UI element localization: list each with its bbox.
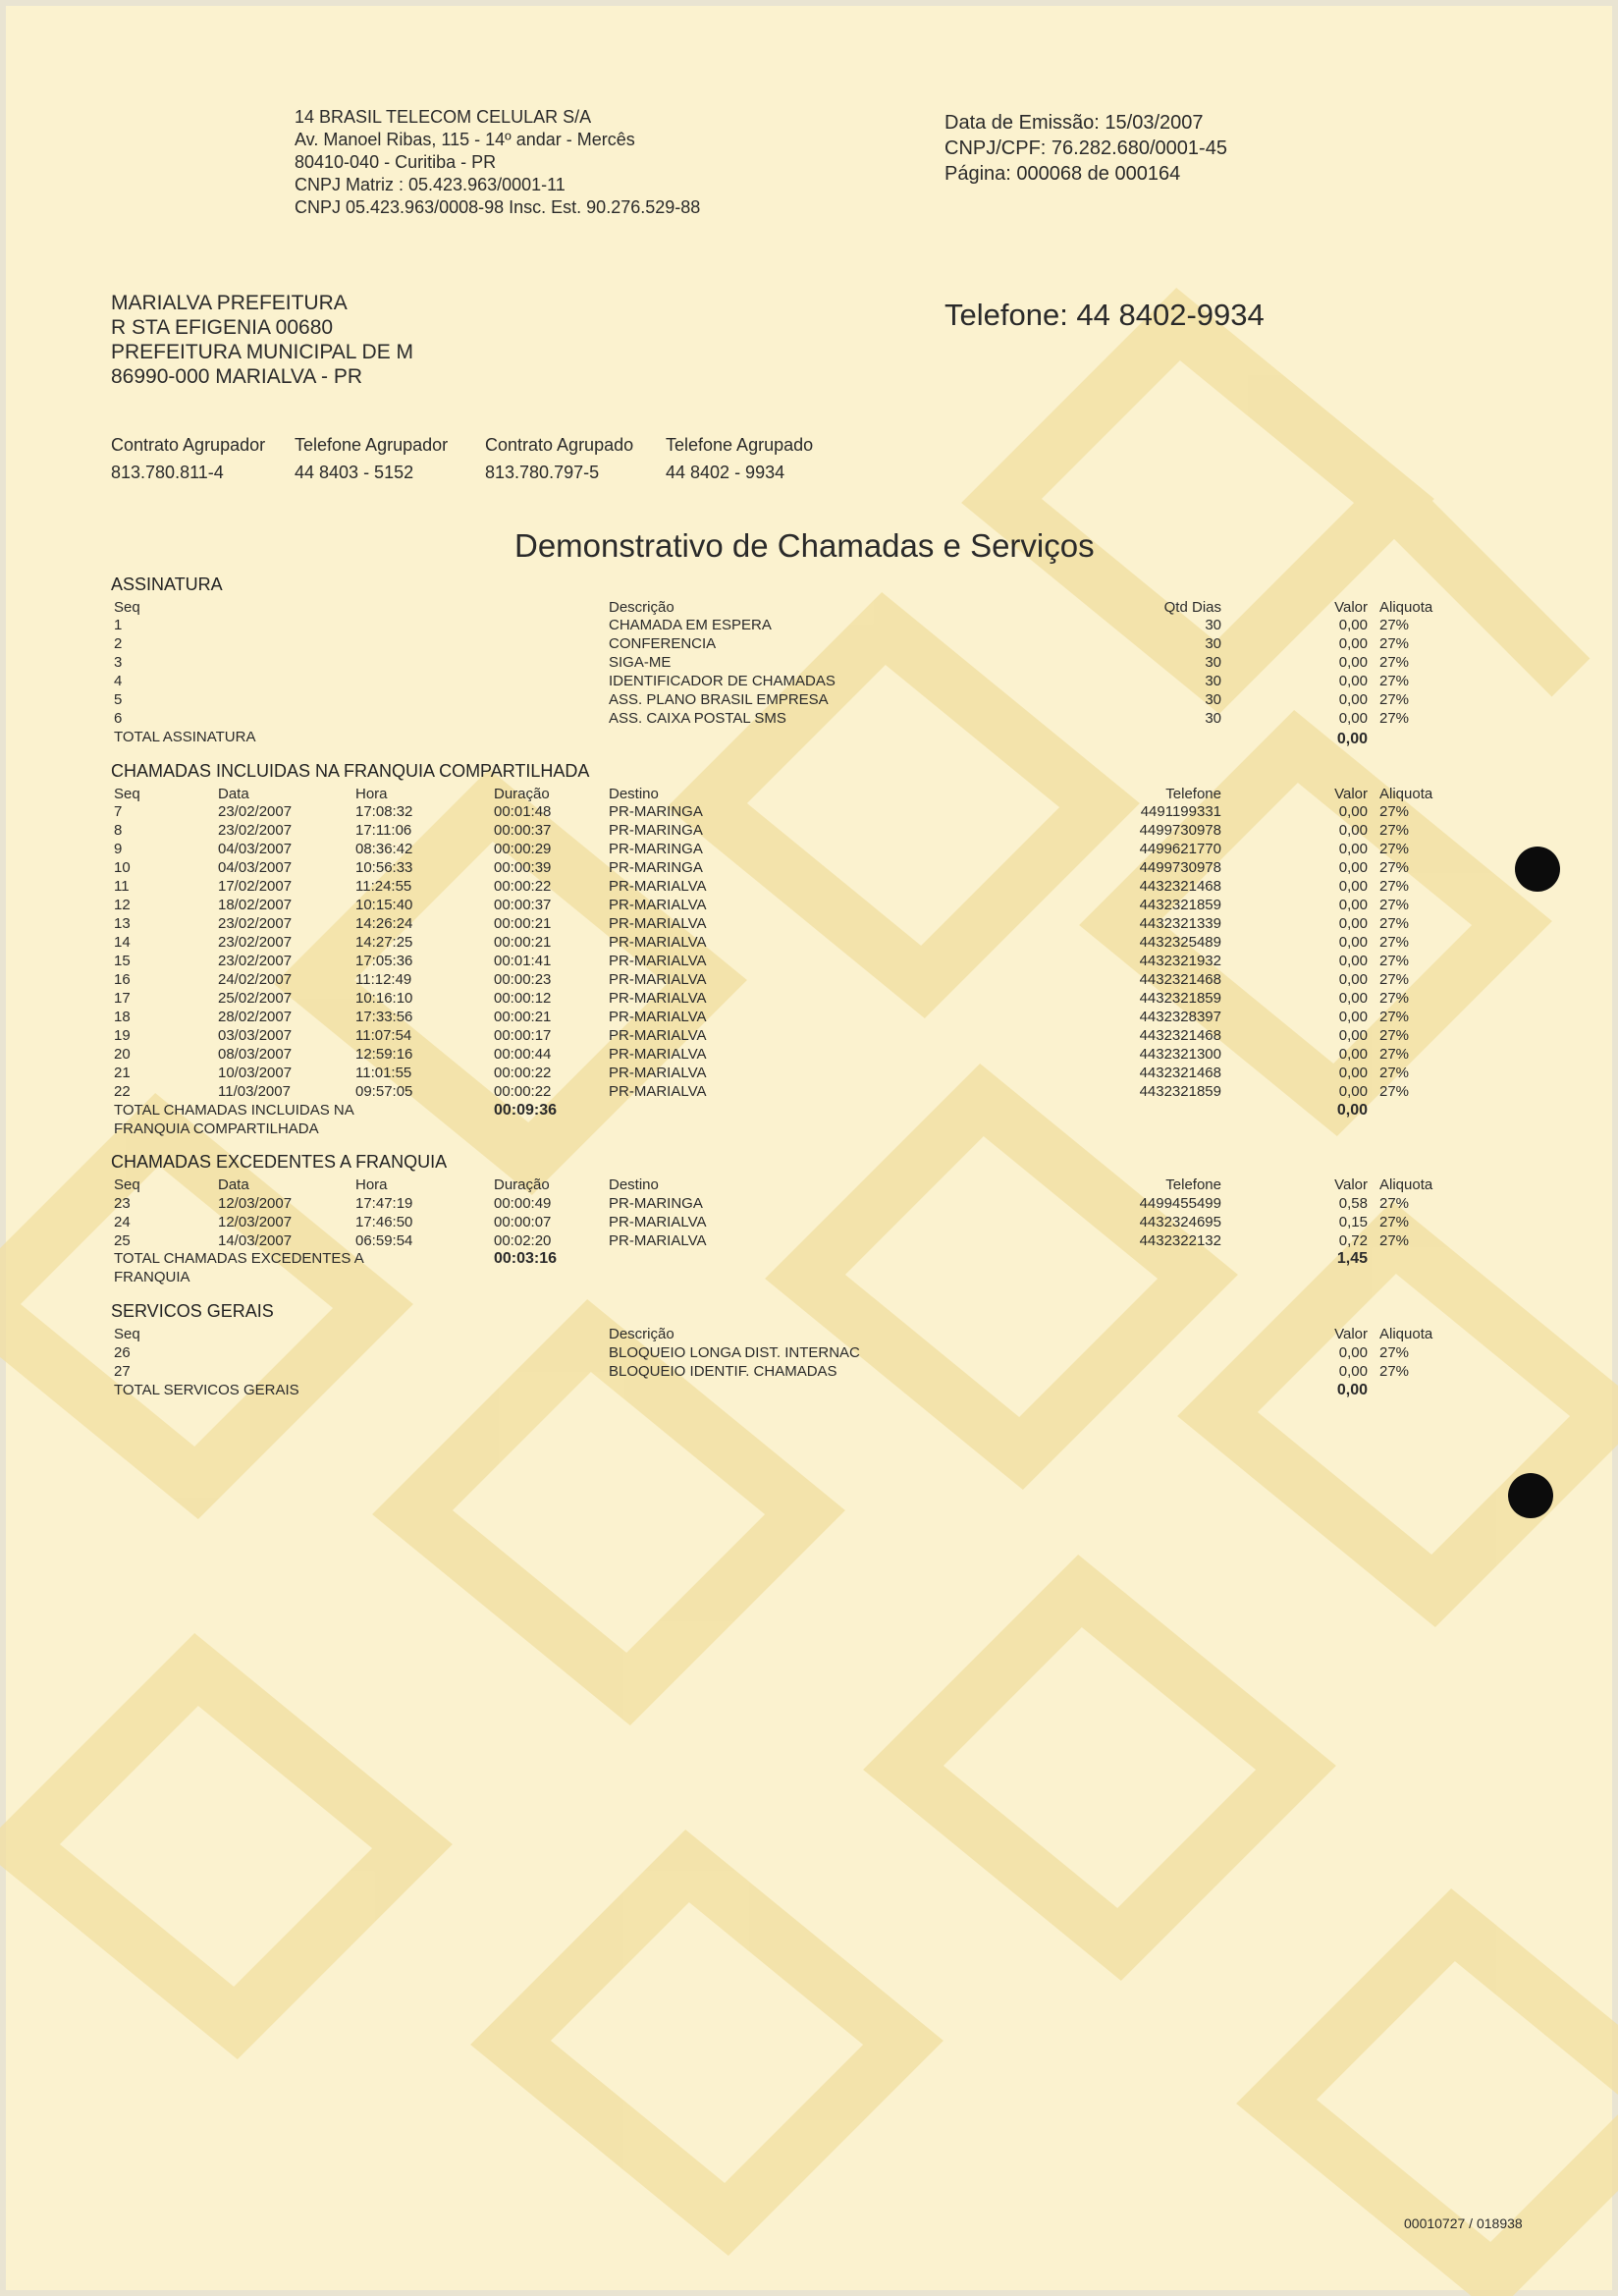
cell-valor: 0,00 <box>1338 1027 1368 1044</box>
cell-aliquota: 27% <box>1379 934 1410 951</box>
cell-destino: PR-MARIALVA <box>609 915 707 932</box>
cell-duracao: 00:00:21 <box>494 915 552 932</box>
customer-block <box>111 291 413 389</box>
cell-duracao: 00:00:07 <box>494 1214 552 1230</box>
cell-aliquota: 27% <box>1379 822 1410 839</box>
cell-aliquota: 27% <box>1379 1195 1410 1212</box>
table-row <box>0 970 1618 989</box>
table-row <box>0 690 1618 709</box>
col-header-aliquota: Aliquota <box>1379 599 1433 616</box>
customer-line: R STA EFIGENIA 00680 <box>111 316 334 339</box>
cell-hora: 17:46:50 <box>355 1214 413 1230</box>
franquia-total-row-2 <box>0 1120 1618 1138</box>
punch-hole <box>1508 1473 1553 1518</box>
col-header-valor: Valor <box>1334 1326 1368 1342</box>
contract-header-2: Telefone Agrupador <box>295 435 449 455</box>
cell-aliquota: 27% <box>1379 1232 1410 1249</box>
contract-value-3: 813.780.797-5 <box>485 463 600 482</box>
table-row <box>0 1082 1618 1101</box>
cell-seq: 16 <box>114 971 131 988</box>
cell-valor: 0,00 <box>1338 822 1368 839</box>
col-header-seq: Seq <box>114 599 140 616</box>
contract-value-4: 44 8402 - 9934 <box>666 463 785 482</box>
issuer-line: CNPJ 05.423.963/0008-98 Insc. Est. 90.276.529-88 <box>295 197 701 217</box>
cell-seq: 19 <box>114 1027 131 1044</box>
cell-data: 03/03/2007 <box>218 1027 293 1044</box>
cell-hora: 11:01:55 <box>355 1065 412 1081</box>
cell-valor: 0,00 <box>1338 915 1368 932</box>
excedentes-header-row <box>0 1175 1618 1194</box>
cell-hora: 08:36:42 <box>355 841 413 857</box>
cell-data: 10/03/2007 <box>218 1065 293 1081</box>
cell-aliquota: 27% <box>1379 710 1410 727</box>
cell-aliquota: 27% <box>1379 1009 1410 1025</box>
col-header-seq: Seq <box>114 1176 140 1193</box>
cell-duracao: 00:00:29 <box>494 841 552 857</box>
cell-valor: 0,00 <box>1338 635 1368 652</box>
col-header-duracao: Duração <box>494 1176 550 1193</box>
cell-aliquota: 27% <box>1379 859 1410 876</box>
cell-duracao: 00:00:22 <box>494 1065 552 1081</box>
cell-aliquota: 27% <box>1379 617 1410 633</box>
cell-valor: 0,00 <box>1338 841 1368 857</box>
cell-data: 24/02/2007 <box>218 971 293 988</box>
cell-hora: 17:11:06 <box>355 822 412 839</box>
cell-valor: 0,00 <box>1338 990 1368 1007</box>
cell-valor: 0,00 <box>1338 953 1368 969</box>
emission-block <box>944 110 1227 187</box>
section-title-excedentes: CHAMADAS EXCEDENTES A FRANQUIA <box>111 1152 448 1172</box>
cell-duracao: 00:00:21 <box>494 1009 552 1025</box>
cell-telefone: 4432321339 <box>1139 915 1221 932</box>
cell-duracao: 00:00:37 <box>494 822 552 839</box>
cell-aliquota: 27% <box>1379 691 1410 708</box>
cell-aliquota: 27% <box>1379 803 1410 820</box>
cell-telefone: 4432328397 <box>1139 1009 1221 1025</box>
cell-seq: 6 <box>114 710 123 727</box>
cell-data: 25/02/2007 <box>218 990 293 1007</box>
total-label: FRANQUIA <box>114 1269 190 1285</box>
cell-valor: 0,00 <box>1338 897 1368 913</box>
cell-hora: 11:12:49 <box>355 971 412 988</box>
table-row <box>0 877 1618 896</box>
cell-hora: 12:59:16 <box>355 1046 413 1063</box>
cell-seq: 25 <box>114 1232 131 1249</box>
total-label: FRANQUIA COMPARTILHADA <box>114 1121 319 1137</box>
cell-valor: 0,00 <box>1338 1363 1368 1380</box>
cell-seq: 3 <box>114 654 123 671</box>
cell-aliquota: 27% <box>1379 953 1410 969</box>
cell-qtd: 30 <box>1205 691 1221 708</box>
cell-seq: 14 <box>114 934 131 951</box>
cell-duracao: 00:02:20 <box>494 1232 552 1249</box>
cell-duracao: 00:01:48 <box>494 803 552 820</box>
col-header-destino: Destino <box>609 786 659 802</box>
section-title-assinatura: ASSINATURA <box>111 574 223 594</box>
cell-descricao: ASS. CAIXA POSTAL SMS <box>609 710 786 727</box>
cell-hora: 17:33:56 <box>355 1009 413 1025</box>
customer-line: 86990-000 MARIALVA - PR <box>111 365 363 388</box>
cell-destino: PR-MARIALVA <box>609 990 707 1007</box>
cell-valor: 0,00 <box>1338 859 1368 876</box>
cell-seq: 23 <box>114 1195 131 1212</box>
table-row <box>0 896 1618 914</box>
cell-duracao: 00:01:41 <box>494 953 552 969</box>
total-valor: 0,00 <box>1336 1382 1368 1398</box>
cell-seq: 27 <box>114 1363 131 1380</box>
issuer-line: 80410-040 - Curitiba - PR <box>295 152 497 172</box>
section-title-servicos: SERVICOS GERAIS <box>111 1301 274 1321</box>
table-row <box>0 933 1618 952</box>
contract-header-1: Contrato Agrupador <box>111 435 266 455</box>
col-header-valor: Valor <box>1334 599 1368 616</box>
cell-seq: 2 <box>114 635 123 652</box>
document-title: Demonstrativo de Chamadas e Serviços <box>514 527 1095 564</box>
cell-data: 04/03/2007 <box>218 859 293 876</box>
cell-seq: 10 <box>114 859 131 876</box>
cell-data: 12/03/2007 <box>218 1195 293 1212</box>
cell-aliquota: 27% <box>1379 1363 1410 1380</box>
table-row <box>0 1362 1618 1381</box>
cell-destino: PR-MARIALVA <box>609 1027 707 1044</box>
contract-value-1: 813.780.811-4 <box>111 463 224 482</box>
cell-valor: 0,00 <box>1338 1065 1368 1081</box>
cell-hora: 17:47:19 <box>355 1195 413 1212</box>
cell-hora: 17:08:32 <box>355 803 413 820</box>
cell-valor: 0,58 <box>1338 1195 1368 1212</box>
cell-aliquota: 27% <box>1379 1344 1410 1361</box>
cell-aliquota: 27% <box>1379 673 1410 689</box>
cell-seq: 12 <box>114 897 131 913</box>
cell-valor: 0,00 <box>1338 803 1368 820</box>
cell-duracao: 00:00:17 <box>494 1027 552 1044</box>
cell-telefone: 4432325489 <box>1139 934 1221 951</box>
total-label: TOTAL ASSINATURA <box>114 729 256 745</box>
col-header-destino: Destino <box>609 1176 659 1193</box>
cell-aliquota: 27% <box>1379 841 1410 857</box>
total-valor: 0,00 <box>1336 1102 1368 1119</box>
cell-destino: PR-MARINGA <box>609 859 703 876</box>
cell-data: 23/02/2007 <box>218 915 293 932</box>
table-row <box>0 1343 1618 1362</box>
servicos-header-row <box>0 1325 1618 1343</box>
cell-hora: 09:57:05 <box>355 1083 413 1100</box>
cell-seq: 24 <box>114 1214 131 1230</box>
table-row <box>0 709 1618 728</box>
cell-seq: 13 <box>114 915 131 932</box>
cell-valor: 0,00 <box>1338 1344 1368 1361</box>
cell-destino: PR-MARIALVA <box>609 1214 707 1230</box>
cell-data: 11/03/2007 <box>218 1083 291 1100</box>
cell-aliquota: 27% <box>1379 1046 1410 1063</box>
cell-descricao: ASS. PLANO BRASIL EMPRESA <box>609 691 829 708</box>
cell-data: 17/02/2007 <box>218 878 293 895</box>
cell-qtd: 30 <box>1205 635 1221 652</box>
cell-telefone: 4432321859 <box>1139 990 1221 1007</box>
cell-destino: PR-MARIALVA <box>609 934 707 951</box>
cell-aliquota: 27% <box>1379 878 1410 895</box>
table-row <box>0 952 1618 970</box>
excedentes-total-row <box>0 1249 1618 1268</box>
cell-descricao: CHAMADA EM ESPERA <box>609 617 772 633</box>
franquia-header-row <box>0 785 1618 803</box>
cell-data: 23/02/2007 <box>218 953 293 969</box>
cell-data: 08/03/2007 <box>218 1046 293 1063</box>
cell-duracao: 00:00:39 <box>494 859 552 876</box>
cell-descricao: CONFERENCIA <box>609 635 717 652</box>
cell-seq: 26 <box>114 1344 131 1361</box>
col-header-descricao: Descrição <box>609 1326 674 1342</box>
cell-descricao: BLOQUEIO LONGA DIST. INTERNAC <box>609 1344 860 1361</box>
cell-data: 23/02/2007 <box>218 934 293 951</box>
cell-duracao: 00:00:21 <box>494 934 552 951</box>
total-valor: 0,00 <box>1336 731 1368 747</box>
cell-destino: PR-MARIALVA <box>609 1009 707 1025</box>
excedentes-total-row-2 <box>0 1268 1618 1286</box>
cell-data: 14/03/2007 <box>218 1232 293 1249</box>
cell-telefone: 4432321300 <box>1139 1046 1221 1063</box>
customer-line: MARIALVA PREFEITURA <box>111 292 348 314</box>
col-header-telefone: Telefone <box>1165 1176 1221 1193</box>
cell-seq: 15 <box>114 953 131 969</box>
cell-descricao: IDENTIFICADOR DE CHAMADAS <box>609 673 836 689</box>
cell-seq: 18 <box>114 1009 131 1025</box>
cell-valor: 0,00 <box>1338 1046 1368 1063</box>
cell-seq: 11 <box>114 878 130 895</box>
col-header-valor: Valor <box>1334 1176 1368 1193</box>
cell-duracao: 00:00:12 <box>494 990 552 1007</box>
cell-data: 18/02/2007 <box>218 897 293 913</box>
cell-duracao: 00:00:22 <box>494 878 552 895</box>
table-row <box>0 989 1618 1008</box>
cell-telefone: 4432321859 <box>1139 897 1221 913</box>
cell-telefone: 4432324695 <box>1139 1214 1221 1230</box>
cell-seq: 22 <box>114 1083 131 1100</box>
cell-data: 28/02/2007 <box>218 1009 293 1025</box>
issuer-line: Av. Manoel Ribas, 115 - 14º andar - Mercês <box>295 130 635 149</box>
cell-seq: 5 <box>114 691 123 708</box>
cell-telefone: 4432321468 <box>1139 1065 1221 1081</box>
col-header-aliquota: Aliquota <box>1379 786 1433 802</box>
cell-qtd: 30 <box>1205 673 1221 689</box>
cell-telefone: 4432321468 <box>1139 1027 1221 1044</box>
cell-hora: 14:27:25 <box>355 934 413 951</box>
cell-destino: PR-MARIALVA <box>609 897 707 913</box>
col-header-telefone: Telefone <box>1165 786 1221 802</box>
contract-header-4: Telefone Agrupado <box>666 435 814 455</box>
cell-data: 04/03/2007 <box>218 841 293 857</box>
cell-seq: 4 <box>114 673 123 689</box>
cell-aliquota: 27% <box>1379 1214 1410 1230</box>
contract-header-3: Contrato Agrupado <box>485 435 634 455</box>
cell-seq: 21 <box>114 1065 131 1081</box>
phone-number-heading: Telefone: 44 8402-9934 <box>944 298 1265 332</box>
cell-hora: 06:59:54 <box>355 1232 413 1249</box>
customer-line: PREFEITURA MUNICIPAL DE M <box>111 341 414 363</box>
cell-destino: PR-MARIALVA <box>609 953 707 969</box>
cell-valor: 0,00 <box>1338 934 1368 951</box>
col-header-descricao: Descrição <box>609 599 674 616</box>
cell-valor: 0,72 <box>1338 1232 1368 1249</box>
cell-valor: 0,15 <box>1338 1214 1368 1230</box>
cell-aliquota: 27% <box>1379 635 1410 652</box>
cell-valor: 0,00 <box>1338 971 1368 988</box>
emission-page: Página: 000068 de 000164 <box>944 163 1181 185</box>
cell-valor: 0,00 <box>1338 617 1368 633</box>
cell-destino: PR-MARIALVA <box>609 971 707 988</box>
cell-hora: 11:24:55 <box>355 878 412 895</box>
col-header-qtd: Qtd Dias <box>1163 599 1221 616</box>
cell-valor: 0,00 <box>1338 673 1368 689</box>
cell-data: 23/02/2007 <box>218 822 293 839</box>
cell-hora: 10:15:40 <box>355 897 413 913</box>
total-label: TOTAL SERVICOS GERAIS <box>114 1382 299 1398</box>
total-duracao: 00:09:36 <box>494 1102 558 1119</box>
franquia-total-row <box>0 1101 1618 1120</box>
table-row <box>0 616 1618 634</box>
col-header-aliquota: Aliquota <box>1379 1176 1433 1193</box>
table-row <box>0 1064 1618 1082</box>
cell-valor: 0,00 <box>1338 654 1368 671</box>
cell-destino: PR-MARINGA <box>609 803 703 820</box>
cell-valor: 0,00 <box>1338 1009 1368 1025</box>
cell-data: 23/02/2007 <box>218 803 293 820</box>
cell-telefone: 4491199331 <box>1140 803 1221 820</box>
cell-telefone: 4499455499 <box>1139 1195 1221 1212</box>
cell-telefone: 4499730978 <box>1139 859 1221 876</box>
emission-cnpj: CNPJ/CPF: 76.282.680/0001-45 <box>944 137 1227 159</box>
cell-destino: PR-MARINGA <box>609 1195 703 1212</box>
section-title-franquia: CHAMADAS INCLUIDAS NA FRANQUIA COMPARTILHADA <box>111 761 590 781</box>
cell-destino: PR-MARIALVA <box>609 878 707 895</box>
cell-descricao: SIGA-ME <box>609 654 672 671</box>
table-row <box>0 840 1618 858</box>
cell-aliquota: 27% <box>1379 915 1410 932</box>
cell-telefone: 4432321932 <box>1139 953 1221 969</box>
cell-telefone: 4499621770 <box>1139 841 1221 857</box>
cell-duracao: 00:00:49 <box>494 1195 552 1212</box>
punch-hole <box>1515 847 1560 892</box>
cell-valor: 0,00 <box>1338 878 1368 895</box>
col-header-hora: Hora <box>355 1176 388 1193</box>
cell-aliquota: 27% <box>1379 990 1410 1007</box>
cell-aliquota: 27% <box>1379 897 1410 913</box>
cell-duracao: 00:00:37 <box>494 897 552 913</box>
cell-duracao: 00:00:23 <box>494 971 552 988</box>
table-row <box>0 914 1618 933</box>
table-row <box>0 1026 1618 1045</box>
cell-valor: 0,00 <box>1338 1083 1368 1100</box>
cell-aliquota: 27% <box>1379 971 1410 988</box>
cell-seq: 17 <box>114 990 131 1007</box>
cell-destino: PR-MARIALVA <box>609 1065 707 1081</box>
cell-aliquota: 27% <box>1379 1027 1410 1044</box>
table-row <box>0 1194 1618 1213</box>
table-row <box>0 821 1618 840</box>
cell-aliquota: 27% <box>1379 654 1410 671</box>
cell-seq: 9 <box>114 841 123 857</box>
col-header-aliquota: Aliquota <box>1379 1326 1433 1342</box>
cell-seq: 7 <box>114 803 123 820</box>
cell-descricao: BLOQUEIO IDENTIF. CHAMADAS <box>609 1363 837 1380</box>
cell-data: 12/03/2007 <box>218 1214 293 1230</box>
emission-date: Data de Emissão: 15/03/2007 <box>944 112 1204 134</box>
cell-destino: PR-MARIALVA <box>609 1083 707 1100</box>
cell-aliquota: 27% <box>1379 1083 1410 1100</box>
cell-telefone: 4432321468 <box>1139 971 1221 988</box>
cell-valor: 0,00 <box>1338 710 1368 727</box>
col-header-hora: Hora <box>355 786 388 802</box>
cell-telefone: 4432322132 <box>1139 1232 1221 1249</box>
footer-code: 00010727 / 018938 <box>1404 2215 1523 2231</box>
issuer-line: CNPJ Matriz : 05.423.963/0001-11 <box>295 175 566 194</box>
cell-duracao: 00:00:22 <box>494 1083 552 1100</box>
table-row <box>0 653 1618 672</box>
cell-aliquota: 27% <box>1379 1065 1410 1081</box>
cell-seq: 1 <box>114 617 123 633</box>
table-row <box>0 802 1618 821</box>
total-label: TOTAL CHAMADAS EXCEDENTES A <box>114 1250 364 1267</box>
cell-qtd: 30 <box>1205 654 1221 671</box>
col-header-data: Data <box>218 786 249 802</box>
table-row <box>0 1231 1618 1250</box>
cell-destino: PR-MARIALVA <box>609 1232 707 1249</box>
table-row <box>0 1045 1618 1064</box>
table-row <box>0 858 1618 877</box>
cell-seq: 20 <box>114 1046 131 1063</box>
cell-telefone: 4499730978 <box>1139 822 1221 839</box>
cell-hora: 14:26:24 <box>355 915 413 932</box>
cell-telefone: 4432321859 <box>1139 1083 1221 1100</box>
issuer-block <box>295 106 700 219</box>
col-header-seq: Seq <box>114 1326 140 1342</box>
cell-telefone: 4432321468 <box>1139 878 1221 895</box>
servicos-total-row <box>0 1381 1618 1399</box>
col-header-valor: Valor <box>1334 786 1368 802</box>
cell-destino: PR-MARIALVA <box>609 1046 707 1063</box>
total-label: TOTAL CHAMADAS INCLUIDAS NA <box>114 1102 354 1119</box>
cell-destino: PR-MARINGA <box>609 841 703 857</box>
contract-value-2: 44 8403 - 5152 <box>295 463 414 482</box>
cell-destino: PR-MARINGA <box>609 822 703 839</box>
col-header-seq: Seq <box>114 786 140 802</box>
table-row <box>0 672 1618 690</box>
cell-qtd: 30 <box>1205 710 1221 727</box>
assinatura-header-row <box>0 598 1618 617</box>
cell-valor: 0,00 <box>1338 691 1368 708</box>
cell-duracao: 00:00:44 <box>494 1046 552 1063</box>
table-row <box>0 1213 1618 1231</box>
cell-hora: 11:07:54 <box>355 1027 412 1044</box>
cell-qtd: 30 <box>1205 617 1221 633</box>
table-row <box>0 634 1618 653</box>
issuer-line: 14 BRASIL TELECOM CELULAR S/A <box>295 107 592 127</box>
cell-hora: 10:16:10 <box>355 990 413 1007</box>
col-header-data: Data <box>218 1176 249 1193</box>
col-header-duracao: Duração <box>494 786 550 802</box>
cell-hora: 10:56:33 <box>355 859 413 876</box>
total-duracao: 00:03:16 <box>494 1250 558 1267</box>
table-row <box>0 1008 1618 1026</box>
total-valor: 1,45 <box>1336 1250 1368 1267</box>
cell-seq: 8 <box>114 822 123 839</box>
assinatura-total-value-row <box>0 730 1618 748</box>
cell-hora: 17:05:36 <box>355 953 413 969</box>
